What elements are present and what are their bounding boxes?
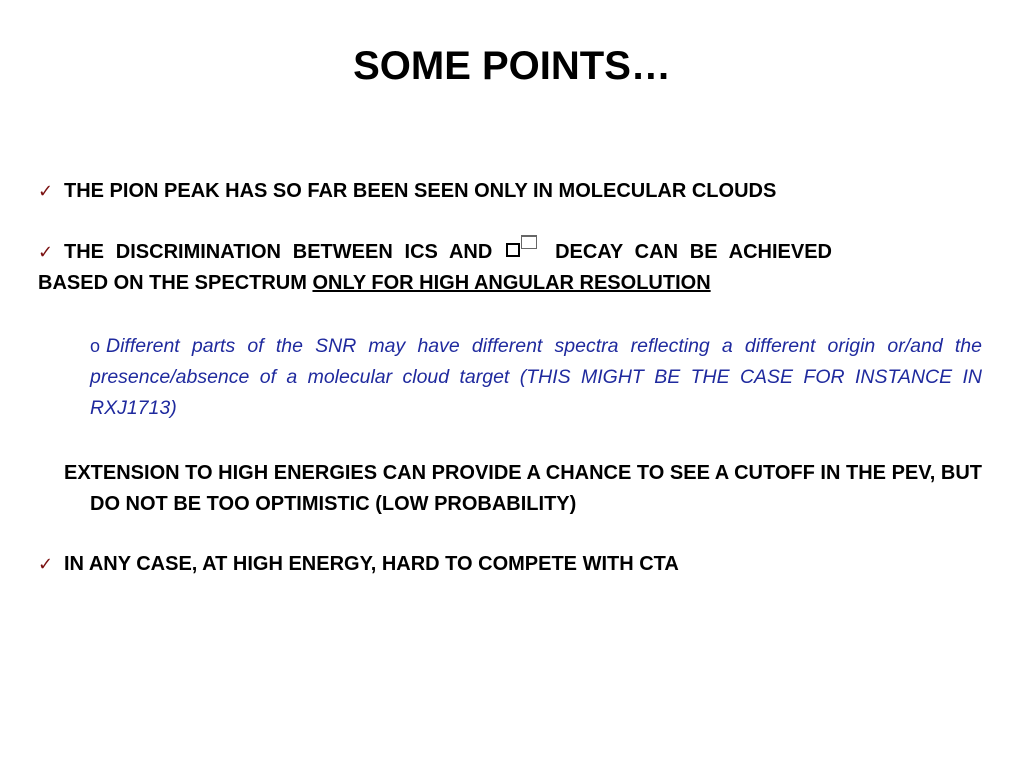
missing-glyph-icon <box>521 235 537 249</box>
bullet-text: IN ANY CASE, AT HIGH ENERGY, HARD TO COMPETE WITH CTA <box>64 553 679 575</box>
sub-bullet-text: Different parts of the SNR may have different spectra reflecting a different origin or/and the presence/absence of a molecular cloud target (THIS MIGHT BE THE CASE FOR INSTANCE IN RXJ1713) <box>90 335 982 419</box>
bullet-item-pion-peak <box>38 176 982 207</box>
check-icon: ✓ <box>38 554 54 575</box>
bullet-underlined-text: ONLY FOR HIGH ANGULAR RESOLUTION <box>312 272 711 294</box>
check-icon: ✓ <box>38 181 54 202</box>
bullet-text: THE PION PEAK HAS SO FAR BEEN SEEN ONLY IN MOLECULAR CLOUDS <box>64 180 777 202</box>
bullet-item-discrimination <box>38 235 982 299</box>
check-icon <box>38 458 64 489</box>
circle-bullet-icon: o <box>90 336 101 356</box>
bullet-text-a: THE DISCRIMINATION BETWEEN ICS AND <box>64 241 493 263</box>
bullet-text-b: DECAY CAN BE ACHIEVED <box>555 241 832 263</box>
bullet-text-c: BASED ON THE SPECTRUM <box>38 272 307 294</box>
check-icon: ✓ <box>38 242 54 263</box>
bullet-item-cta <box>38 549 982 580</box>
bullet-list <box>38 176 982 580</box>
bullet-text: EXTENSION TO HIGH ENERGIES CAN PROVIDE A CHANCE TO SEE A CUTOFF IN THE PEV, BUT DO NOT BE TOO OPTIMISTIC (LOW PROBABILITY) <box>64 462 982 515</box>
slide-title: SOME POINTS… <box>353 44 671 88</box>
sub-bullet-item <box>90 331 982 424</box>
missing-glyph-icon <box>506 243 520 257</box>
bullet-item-extension <box>38 458 982 520</box>
